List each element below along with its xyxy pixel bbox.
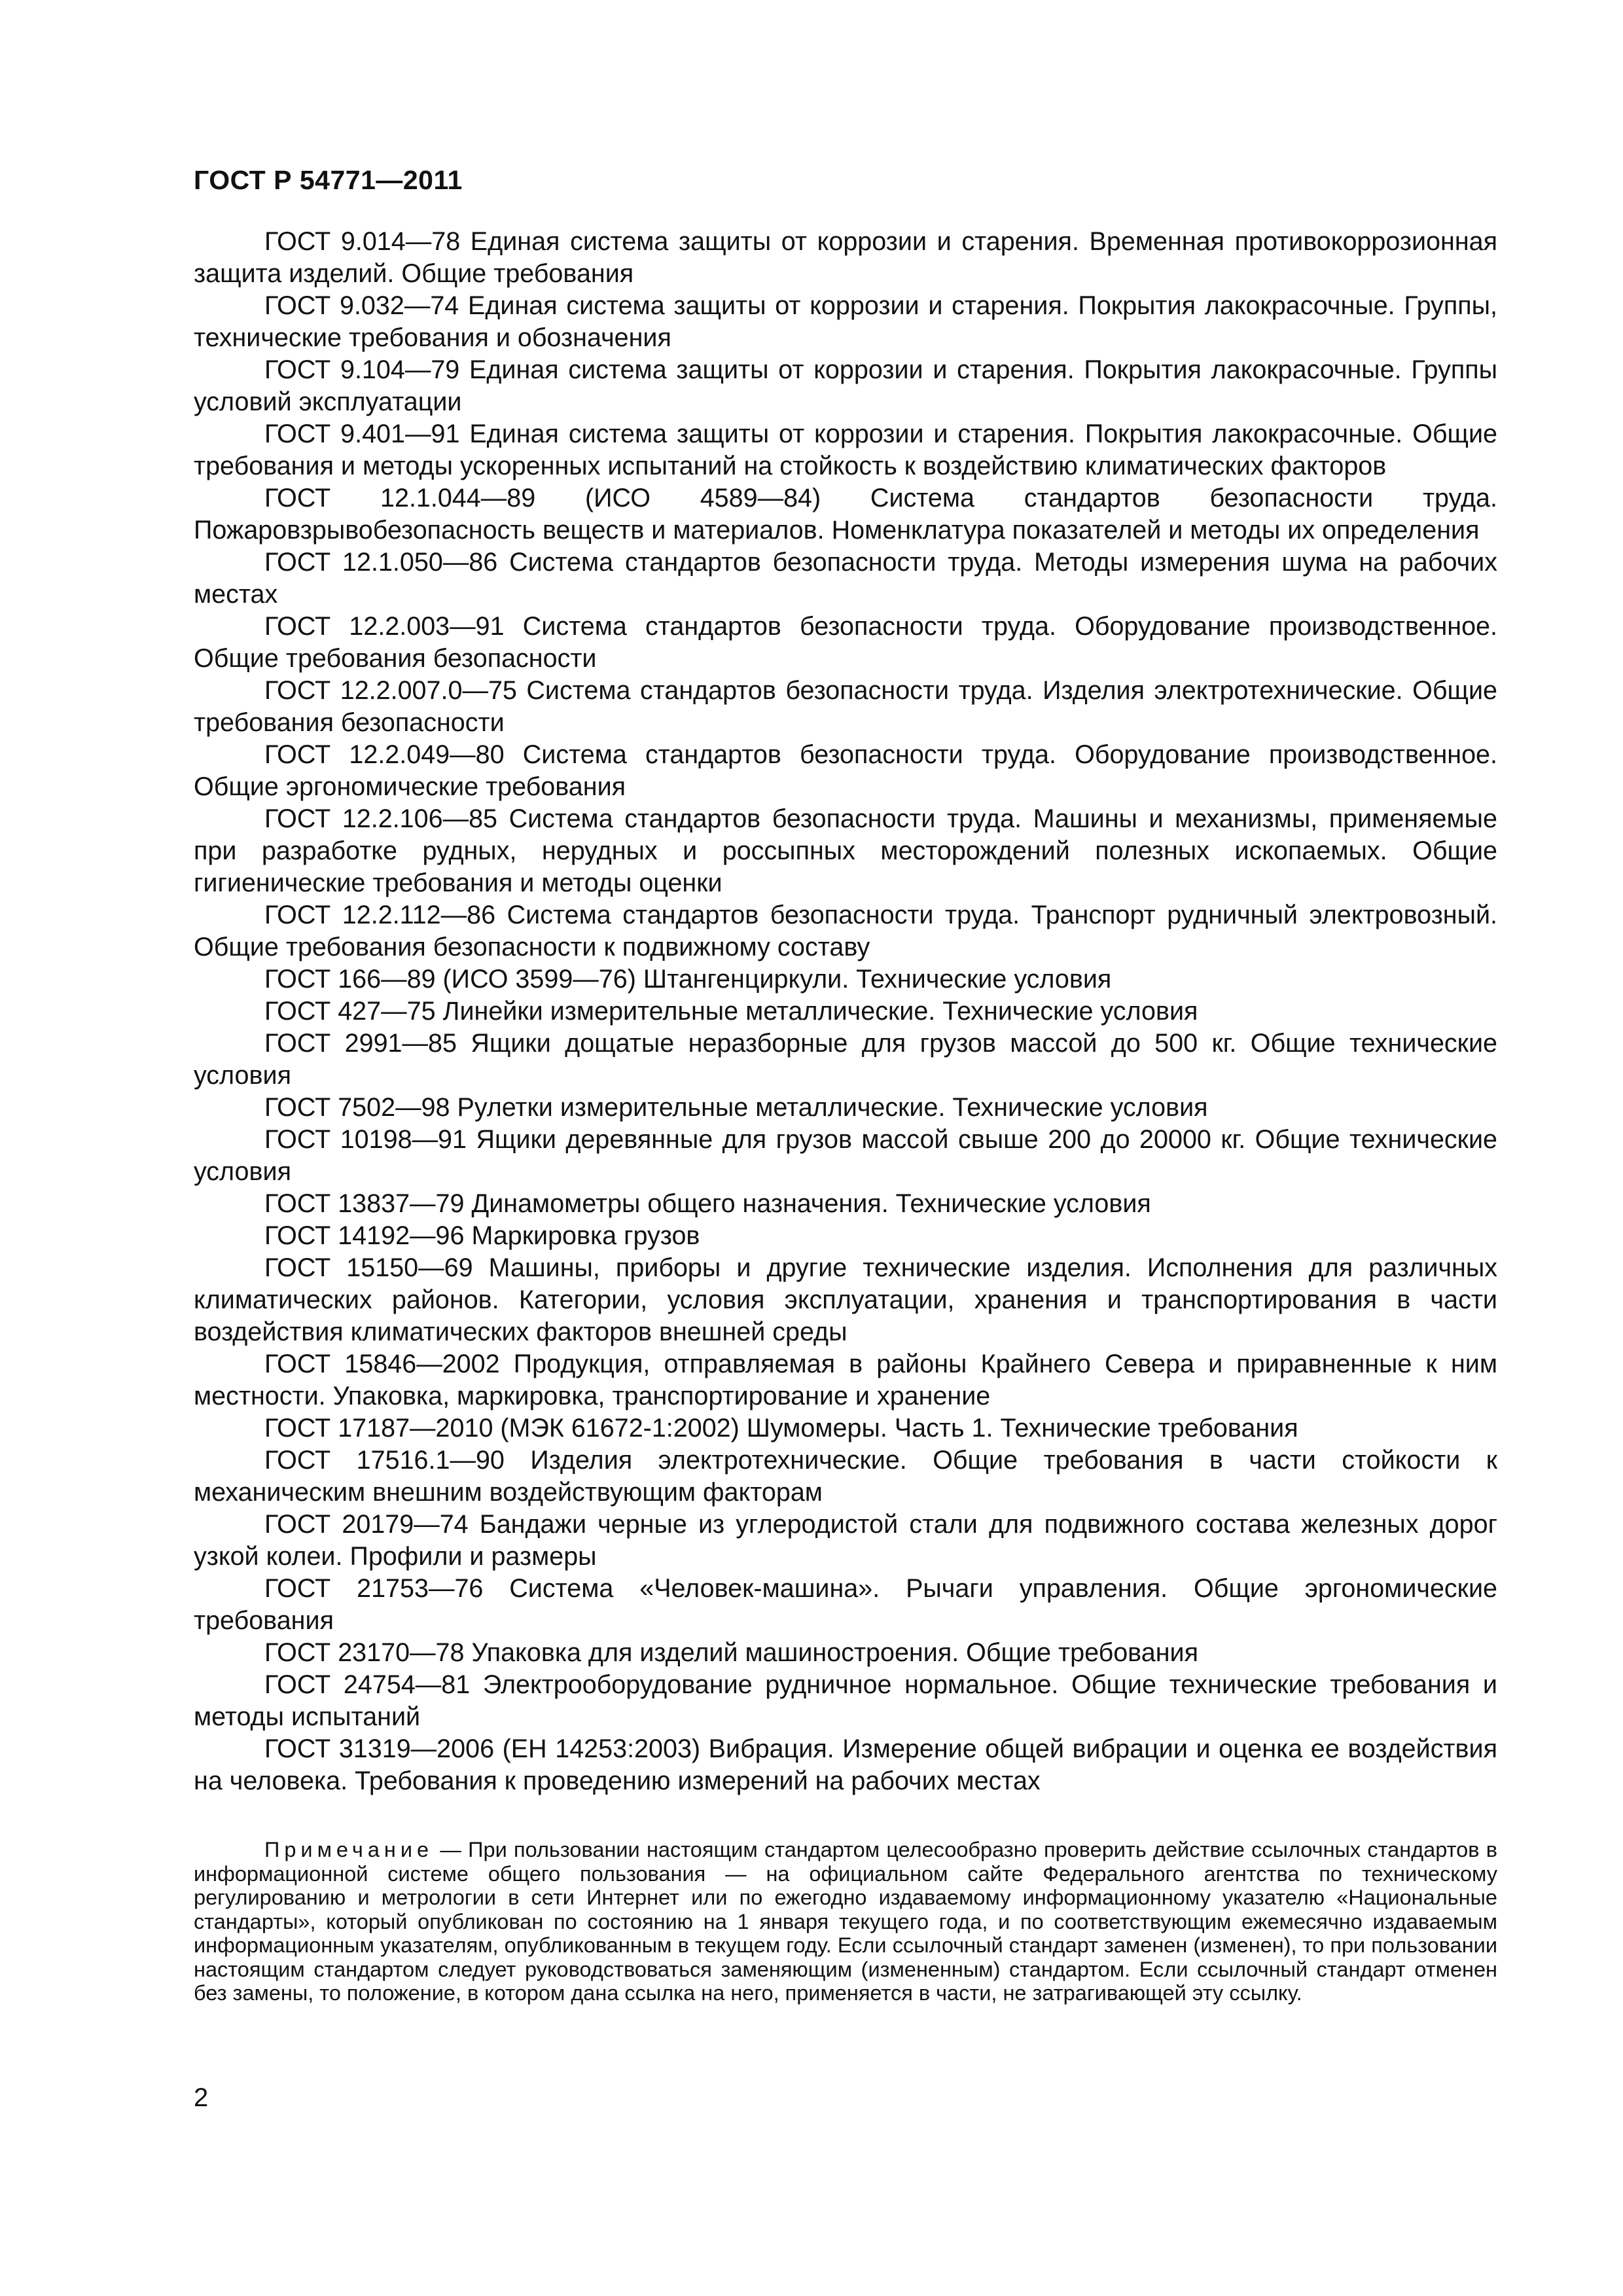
reference-entry: ГОСТ 24754—81 Электрооборудование рудничное нормальное. Общие технические требования и методы испытаний [194, 1670, 1497, 1731]
reference-entry: ГОСТ 9.014—78 Единая система защиты от коррозии и старения. Временная противокоррозионная защита изделий. Общие требования [194, 227, 1497, 288]
reference-entry: ГОСТ 10198—91 Ящики деревянные для грузов массой свыше 200 до 20000 кг. Общие технические условия [194, 1125, 1497, 1186]
note-block [194, 1838, 1497, 2005]
note-paragraph [194, 1838, 1497, 2005]
reference-entry: ГОСТ 31319—2006 (ЕН 14253:2003) Вибрация. Измерение общей вибрации и оценка ее воздействия на человека. Требования к проведению измерений на рабочих местах [194, 1734, 1497, 1795]
reference-entry: ГОСТ 21753—76 Система «Человек-машина». Рычаги управления. Общие эргономические требования [194, 1574, 1497, 1635]
reference-entry: ГОСТ 12.2.112—86 Система стандартов безопасности труда. Транспорт рудничный электровозный. Общие требования безопасности к подвижному составу [194, 901, 1497, 961]
reference-entry: ГОСТ 12.2.007.0—75 Система стандартов безопасности труда. Изделия электротехнические. Общие требования безопасности [194, 676, 1497, 737]
reference-entry: ГОСТ 12.1.050—86 Система стандартов безопасности труда. Методы измерения шума на рабочих местах [194, 548, 1497, 609]
reference-entry: ГОСТ 13837—79 Динамометры общего назначения. Технические условия [264, 1189, 1151, 1218]
reference-entry: ГОСТ 9.032—74 Единая система защиты от коррозии и старения. Покрытия лакокрасочные. Группы, технические требования и обозначения [194, 291, 1497, 352]
normative-references-list [194, 226, 1497, 1797]
note-lead: Примечание [264, 1838, 434, 1861]
reference-entry: ГОСТ 12.2.049—80 Система стандартов безопасности труда. Оборудование производственное. Общие эргономические требования [194, 740, 1497, 801]
reference-entry: ГОСТ 17516.1—90 Изделия электротехнические. Общие требования в части стойкости к механическим внешним воздействующим факторам [194, 1446, 1497, 1507]
reference-entry: ГОСТ 17187—2010 (МЭК 61672-1:2002) Шумомеры. Часть 1. Технические требования [264, 1414, 1298, 1443]
reference-entry: ГОСТ 12.1.044—89 (ИСО 4589—84) Система стандартов безопасности труда. Пожаровзрывобезопасность веществ и материалов. Номенклатура показателей и методы их определения [194, 484, 1497, 545]
reference-entry: ГОСТ 14192—96 Маркировка грузов [264, 1221, 700, 1250]
reference-entry: ГОСТ 12.2.106—85 Система стандартов безопасности труда. Машины и механизмы, применяемые при разработке рудных, нерудных и россыпных месторождений полезных ископаемых. Общие гигиенические требования и методы оценки [194, 804, 1497, 897]
reference-entry: ГОСТ 15846—2002 Продукция, отправляемая в районы Крайнего Севера и приравненные к ним местности. Упаковка, маркировка, транспортирование и хранение [194, 1350, 1497, 1410]
page-number: 2 [194, 2083, 209, 2112]
page-header-standard-id: ГОСТ Р 54771—2011 [194, 165, 463, 195]
reference-entry: ГОСТ 15150—69 Машины, приборы и другие технические изделия. Исполнения для различных климатических районов. Категории, условия эксплуатации, хранения и транспортирования в части воздействия климатических факторов внешней среды [194, 1253, 1497, 1346]
reference-entry: ГОСТ 2991—85 Ящики дощатые неразборные для грузов массой до 500 кг. Общие технические условия [194, 1029, 1497, 1090]
reference-entry: ГОСТ 166—89 (ИСО 3599—76) Штангенциркули. Технические условия [264, 965, 1112, 994]
reference-entry: ГОСТ 12.2.003—91 Система стандартов безопасности труда. Оборудование производственное. Общие требования безопасности [194, 612, 1497, 673]
reference-entry: ГОСТ 7502—98 Рулетки измерительные металлические. Технические условия [264, 1093, 1208, 1122]
note-text: — При пользовании настоящим стандартом целесообразно проверить действие ссылочных стандартов в информационной системе общего пользования — на официальном сайте Федерального агентства по техническому регулированию и метрологии в сети Интернет или по ежегодно издаваемому информационному указателю «Национальные стандарты», который опубликован по состоянию на 1 января текущего года, и по соответствующим ежемесячно издаваемым информационным указателям, опубликованным в текущем году. Если ссылочный стандарт заменен (изменен), то при пользовании настоящим стандартом следует руководствоваться заменяющим (измененным) стандартом. Если ссылочный стандарт отменен без замены, то положение, в котором дана ссылка на него, применяется в части, не затрагивающей эту ссылку. [194, 1838, 1497, 2005]
reference-entry: ГОСТ 9.401—91 Единая система защиты от коррозии и старения. Покрытия лакокрасочные. Общие требования и методы ускоренных испытаний на стойкость к воздействию климатических факторов [194, 420, 1497, 480]
reference-entry: ГОСТ 427—75 Линейки измерительные металлические. Технические условия [264, 997, 1198, 1026]
reference-entry: ГОСТ 20179—74 Бандажи черные из углеродистой стали для подвижного состава железных дорог узкой колеи. Профили и размеры [194, 1510, 1497, 1571]
reference-entry: ГОСТ 9.104—79 Единая система защиты от коррозии и старения. Покрытия лакокрасочные. Группы условий эксплуатации [194, 355, 1497, 416]
reference-entry: ГОСТ 23170—78 Упаковка для изделий машиностроения. Общие требования [264, 1638, 1198, 1667]
